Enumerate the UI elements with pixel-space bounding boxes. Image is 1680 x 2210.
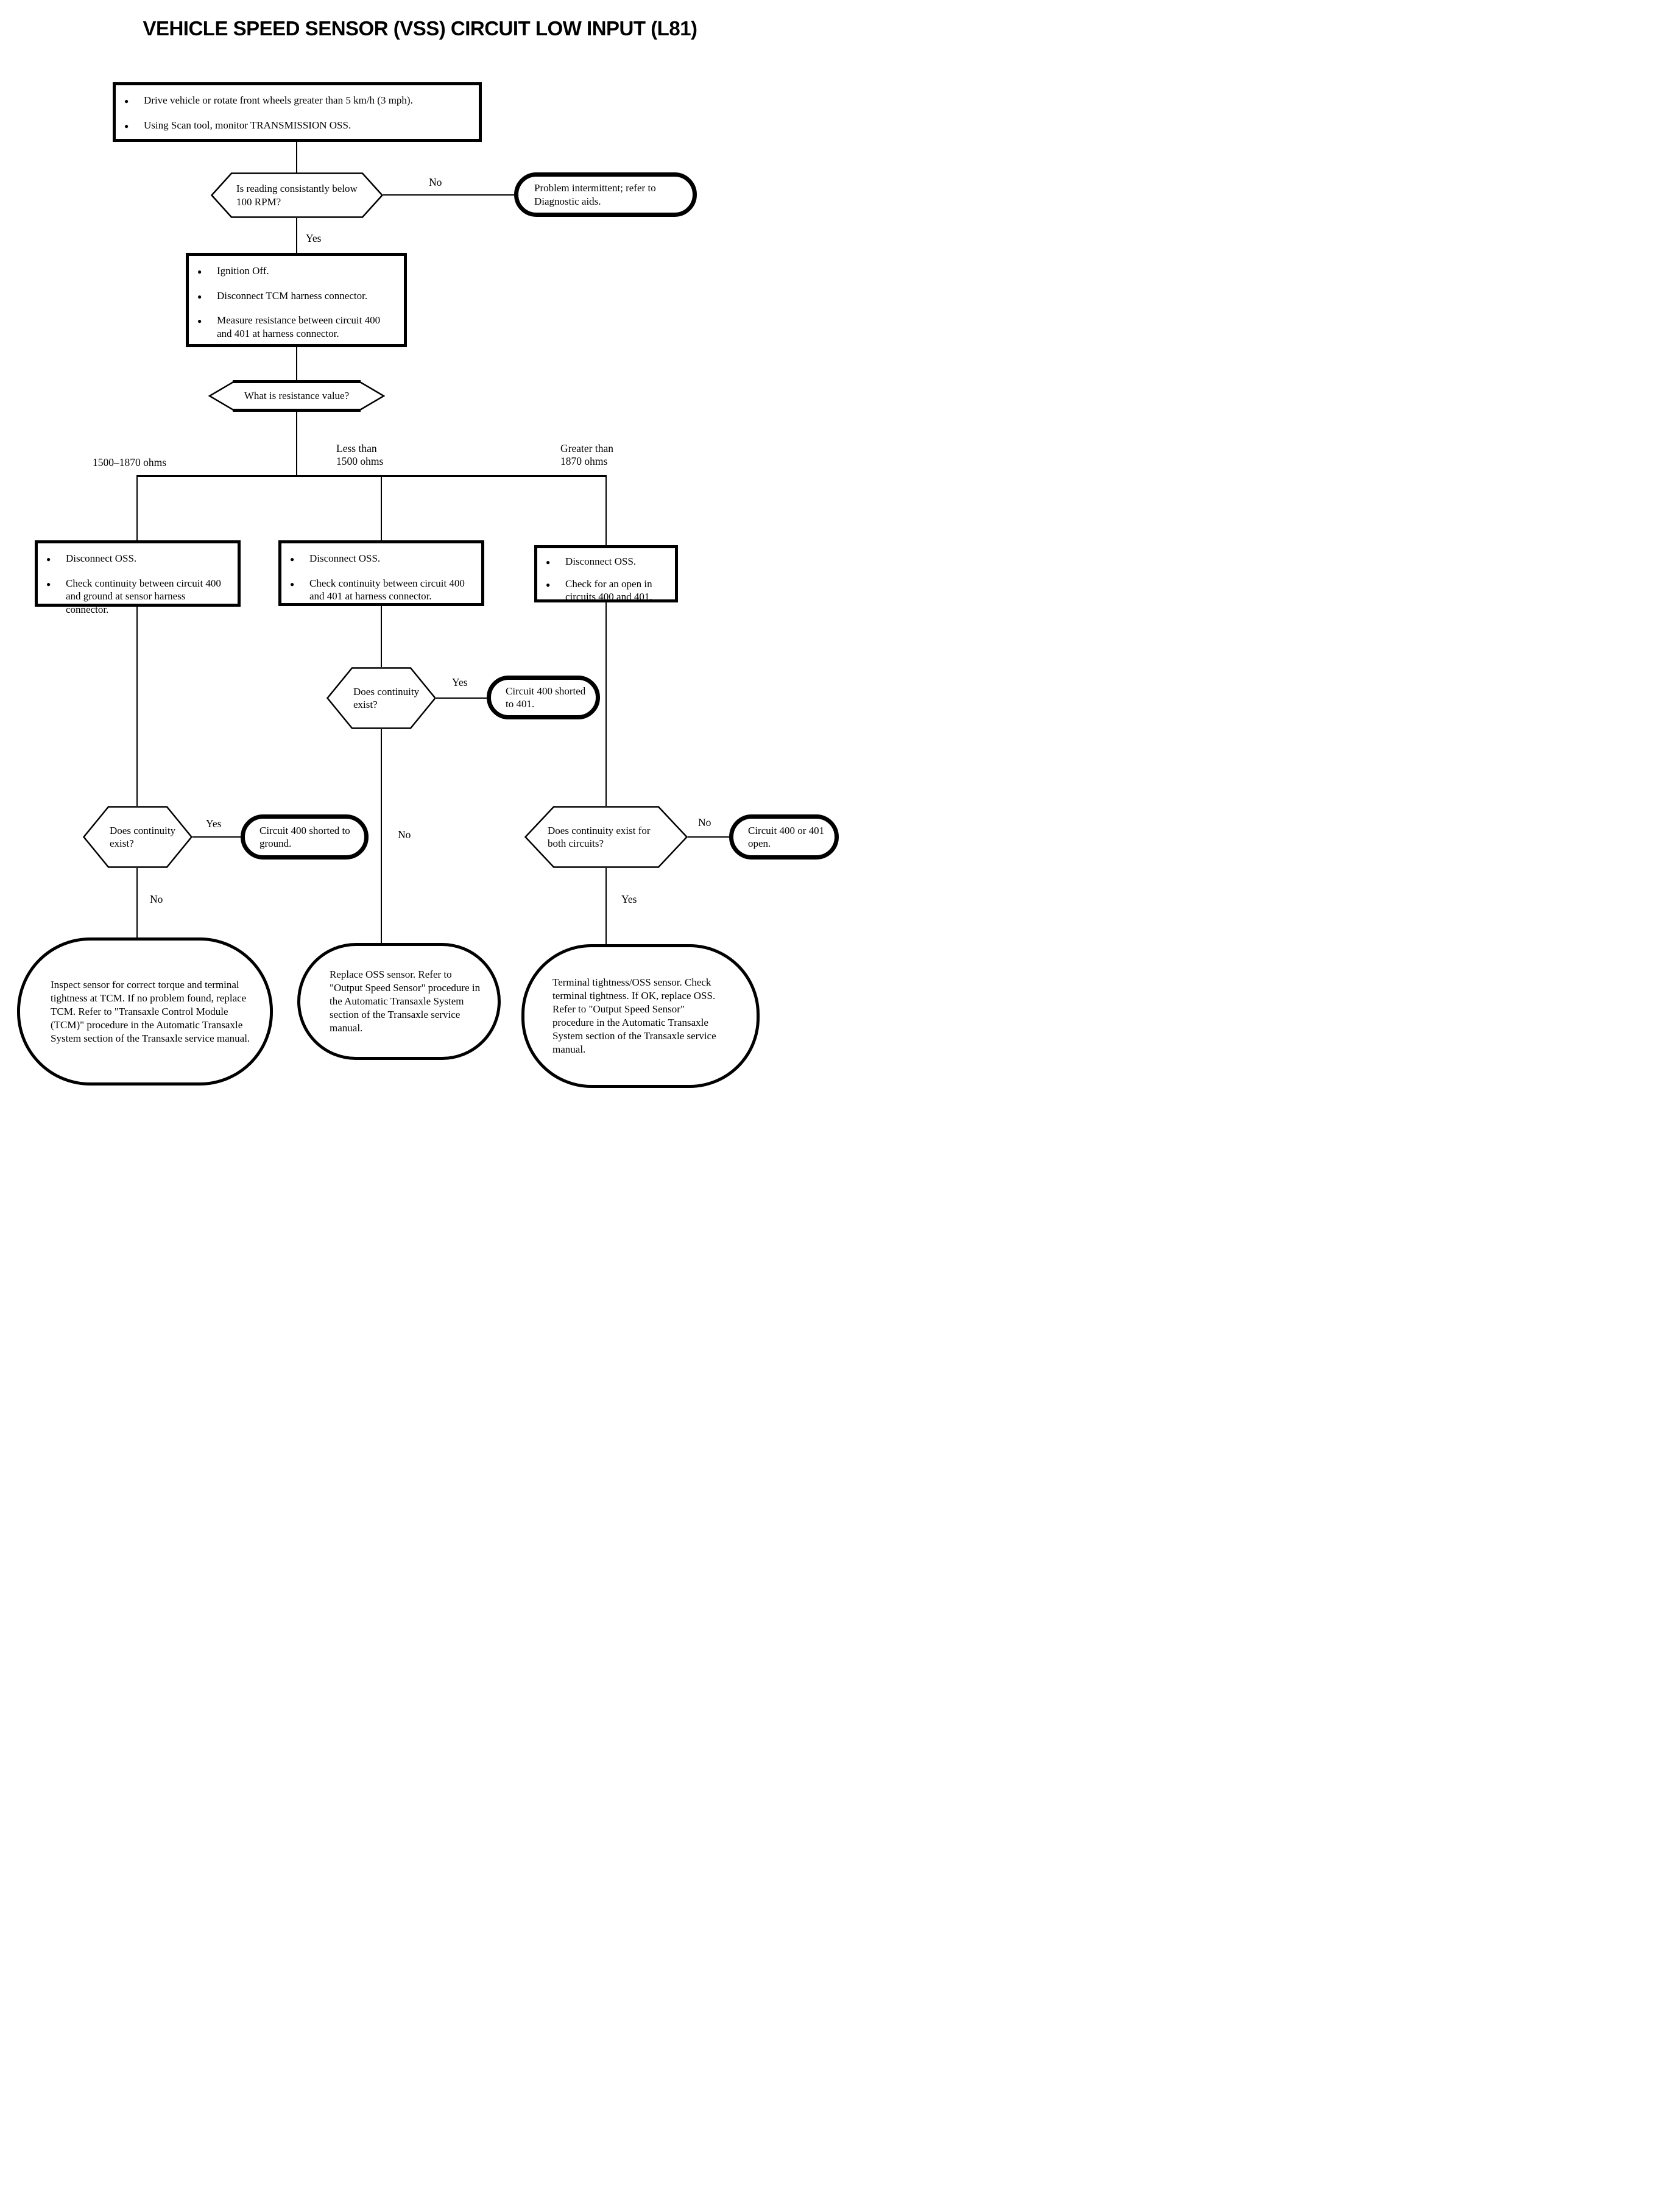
ignition-box-item: ● Disconnect TCM harness connector. [189,289,395,303]
connector-line [296,218,297,253]
decision-reading-hexagon [211,172,383,218]
connector-line [436,697,487,699]
ignition-box [186,253,407,347]
start-box-item: ● Drive vehicle or rotate front wheels greater than 5 km/h (3 mph). [116,94,470,107]
branch-label-no-right: No [698,816,711,828]
result-short-401-text: Circuit 400 shorted to 401. [506,685,586,710]
connector-line [605,477,607,545]
decision-continuity-left-hexagon [83,806,192,868]
check-401-box-item: ● Disconnect OSS. [281,552,473,565]
check-open-box-item: ● Check for an open in circuits 400 and 401. [537,577,666,604]
ignition-box-item: ● Measure resistance between circuit 400 and 401 at harness connector. [189,314,395,340]
branch-label-yes-middle: Yes [452,676,468,688]
result-short-ground-oval [241,814,369,860]
start-box-item: ● Using Scan tool, monitor TRANSMISSION OSS. [116,119,470,132]
branch-label-no-middle: No [398,828,411,841]
terminal-inspect-tcm-oval [17,937,273,1086]
check-401-box-item: ● Check continuity between circuit 400 and 401 at harness connector. [281,577,473,603]
terminal-tightness-oss-oval [521,944,760,1088]
check-ground-box-item: ● Check continuity between circuit 400 and ground at sensor harness connector. [38,577,229,616]
branch-label-yes-left: Yes [206,817,222,830]
terminal-replace-oss-text: Replace OSS sensor. Refer to "Output Speed Sensor" procedure in the Automatic Transaxle System section of the Transaxle service manual. [330,969,481,1034]
branch-label-no-left: No [150,893,163,905]
decision-continuity-right-text: Does continuity exist for both circuits? [548,824,651,849]
result-short-ground-text: Circuit 400 shorted to ground. [259,824,350,849]
decision-reading-text: Is reading consistantly below 100 RPM? [236,183,358,208]
connector-line [383,194,514,196]
branch-label-no: No [429,176,442,188]
branch-distribution-line [136,475,607,477]
result-short-401-oval [487,676,600,719]
branch-label-yes-right: Yes [621,893,637,905]
connector-line [605,868,607,944]
flowchart-page [0,0,840,1105]
start-box [113,82,482,142]
result-open-oval [729,814,839,860]
terminal-tightness-oss-text: Terminal tightness/OSS sensor. Check terminal tightness. If OK, replace OSS. Refer to "Output Speed Sensor" procedure in the Automatic Transaxle System section of the Transaxle service manual. [552,976,716,1055]
decision-continuity-middle-text: Does continuity exist? [353,685,420,710]
connector-line [136,868,138,937]
connector-line [296,412,297,476]
connector-line [136,607,138,806]
result-intermittent-text: Problem intermittent; refer to Diagnostic aids. [534,182,656,207]
decision-resistance-hexagon [208,380,385,412]
connector-line [136,477,138,540]
branch-label-less-than: Less than 1500 ohms [336,442,384,467]
terminal-replace-oss-oval [297,943,501,1060]
decision-continuity-left-text: Does continuity exist? [110,824,176,849]
decision-continuity-right-hexagon [524,806,688,868]
page-title: VEHICLE SPEED SENSOR (VSS) CIRCUIT LOW INPUT (L81) [143,17,697,40]
terminal-inspect-tcm-text: Inspect sensor for correct torque and terminal tightness at TCM. If no problem found, replace TCM. Refer to "Transaxle Control Module (TCM)" procedure in the Automatic Transaxle System section of the Transaxle service manual. [51,978,250,1044]
check-ground-box [35,540,241,615]
connector-line [381,606,382,667]
branch-label-yes: Yes [306,232,322,244]
check-open-box [534,545,678,602]
branch-label-greater-than: Greater than 1870 ohms [560,442,613,467]
connector-line [605,602,607,806]
connector-line [192,836,241,838]
connector-line [296,142,297,173]
check-ground-box-item: ● Disconnect OSS. [38,552,229,565]
connector-line [381,729,382,943]
result-open-text: Circuit 400 or 401 open. [748,824,825,849]
check-401-box [278,540,484,606]
connector-line [381,477,382,540]
check-open-box-item: ● Disconnect OSS. [537,555,666,568]
connector-line [296,347,297,380]
decision-resistance-text: What is resistance value? [244,390,350,402]
decision-continuity-middle-hexagon [326,667,436,729]
branch-label-range: 1500–1870 ohms [93,456,167,468]
connector-line [688,836,729,838]
ignition-box-item: ● Ignition Off. [189,264,395,278]
result-intermittent-oval [514,172,697,217]
